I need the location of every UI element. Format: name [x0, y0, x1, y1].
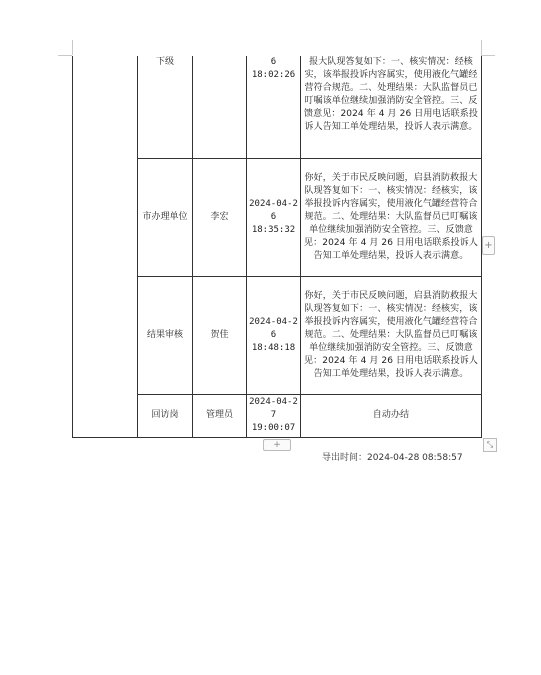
reply-cell[interactable]: 你好，关于市民反映问题，启县消防救报大队现答复如下：一、核实情况：经核实，该举报投诉内容属实，使用液化气罐经营符合规范。二、处理结果：大队监督员已叮嘱该单位继续加强消防安全管控。三、反馈意见：2024 年 4 月 26 日用电话联系投诉人告知工单处理结果，投诉人表示满意。	[301, 158, 482, 276]
step-cell[interactable]: 结果审核	[138, 276, 193, 394]
export-label: 导出时间：	[322, 453, 368, 463]
handler-cell[interactable]: 管理员	[193, 394, 247, 437]
time-line: 18:35:32	[251, 224, 296, 235]
reply-cell[interactable]: 你好，关于市民反映问题，启县消防救报大队现答复如下：一、核实情况：经核实，该举报投诉内容属实，使用液化气罐经营符合规范。二、处理结果：大队监督员已叮嘱该单位继续加强消防安全管控。三、反馈意见：2024 年 4 月 26 日用电话联系投诉人告知工单处理结果，投诉人表示满意。	[301, 276, 482, 394]
step-cell[interactable]: 下级	[138, 56, 193, 158]
handler-cell[interactable]	[193, 56, 247, 158]
time-line: 19:00:07	[251, 423, 296, 433]
time-line: 2024-04-2	[249, 397, 298, 407]
merged-left-cell[interactable]	[73, 56, 138, 437]
crop-mark-top-left-vertical	[72, 40, 73, 55]
plus-icon: +	[484, 240, 493, 251]
time-cell[interactable]	[247, 394, 301, 437]
time-line: 6	[270, 329, 277, 340]
resize-diagonal-icon: ⤡	[486, 440, 494, 449]
crop-mark-top-left	[58, 55, 72, 56]
process-record-table	[72, 56, 482, 438]
plus-icon: +	[273, 440, 281, 450]
crop-mark-top-right-vertical	[481, 40, 482, 55]
handler-cell[interactable]: 李宏	[193, 158, 247, 276]
time-line: 6	[270, 211, 277, 222]
time-line: 18:02:26	[251, 70, 296, 80]
export-time: 2024-04-28 08:58:57	[367, 453, 463, 463]
time-cell[interactable]	[247, 158, 301, 276]
add-column-button[interactable]	[482, 236, 495, 255]
time-line: 2024-04-2	[249, 198, 298, 209]
export-timestamp	[322, 450, 463, 463]
handler-cell[interactable]: 贺佳	[193, 276, 247, 394]
time-line: 2024-04-2	[249, 316, 298, 327]
time-cell[interactable]	[247, 56, 301, 158]
time-cell[interactable]	[247, 276, 301, 394]
step-cell[interactable]: 回访岗	[138, 394, 193, 437]
reply-cell[interactable]: 自动办结	[301, 394, 482, 437]
time-line: 6	[270, 57, 277, 67]
table-row	[73, 56, 482, 158]
add-row-button[interactable]	[263, 439, 291, 451]
crop-mark-top-right	[481, 55, 495, 56]
step-cell[interactable]: 市办理单位	[138, 158, 193, 276]
table-resize-handle[interactable]	[483, 438, 497, 452]
reply-cell[interactable]: 报大队现答复如下：一、核实情况：经核实，该举报投诉内容属实，使用液化气罐经营符合规范。二、处理结果：大队监督员已叮嘱该单位继续加强消防安全管控。三、反馈意见：2024 年 4 月 26 日用电话联系投诉人告知工单处理结果，投诉人表示满意。	[301, 56, 482, 158]
time-line: 18:48:18	[251, 342, 296, 353]
time-line: 7	[270, 410, 277, 420]
